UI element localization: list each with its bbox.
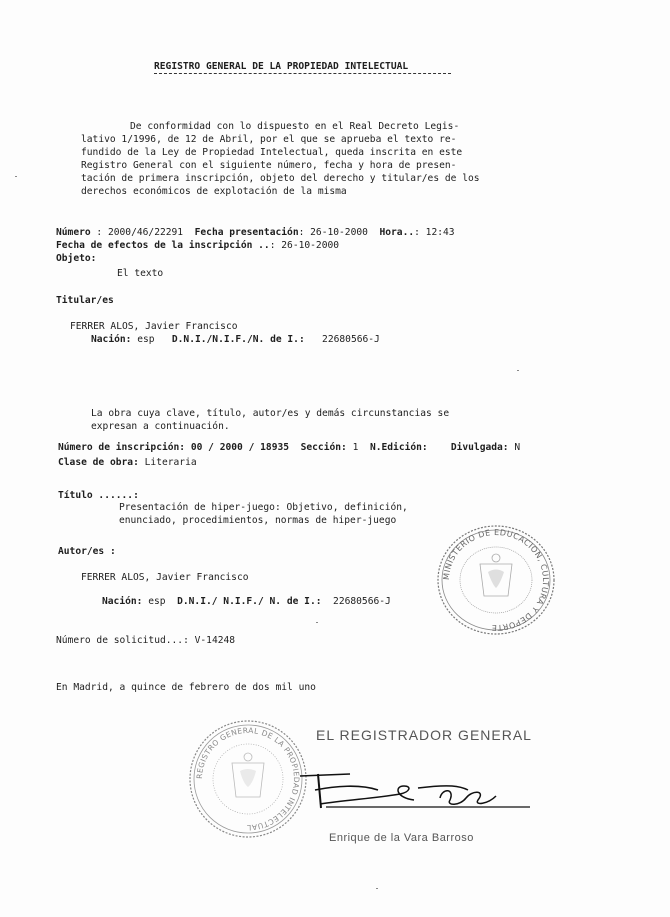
intro-line: De conformidad con lo dispuesto en el Real Decreto Legis- (130, 121, 460, 132)
ministry-seal (432, 522, 560, 638)
registrar-name: Enrique de la Vara Barroso (329, 832, 474, 844)
autor-name: FERRER ALOS, Javier Francisco (81, 572, 249, 583)
titulares-label: Titular/es (56, 295, 114, 306)
intro-line: fundido de la Ley de Propiedad Intelectual, queda inscrita en este (81, 147, 463, 158)
numero-value: : 2000/46/22291 (90, 227, 195, 238)
inscripcion-label: Número de inscripción: 00 / 2000 / 18935 (58, 442, 290, 453)
titulo-line: Presentación de hiper-juego: Objetivo, definición, (119, 502, 408, 513)
fecha-value: : 26-10-2000 (298, 227, 380, 238)
registrar-title: EL REGISTRADOR GENERAL (316, 727, 532, 743)
document-title: REGISTRO GENERAL DE LA PROPIEDAD INTELECTUAL (154, 61, 409, 72)
solicitud-line: Número de solicitud...: V-14248 (56, 635, 236, 646)
fecha-label: Fecha presentación (194, 227, 299, 238)
edicion-label: N.Edición: (369, 442, 428, 453)
nacion-value: esp (131, 334, 172, 345)
hora-label: Hora.. (379, 227, 415, 238)
intro-line: Registro General con el siguiente número, fecha y hora de presen- (81, 160, 457, 171)
titulo-line: enunciado, procedimientos, normas de hiper-juego (119, 515, 397, 526)
dni-label: D.N.I./N.I.F./N. de I.: (171, 334, 305, 345)
dni-value: 22680566-J (304, 334, 380, 345)
svg-text:REGISTRO GENERAL DE LA PROPIED: REGISTRO GENERAL DE LA PROPIEDAD INTELECTUAL (194, 725, 302, 833)
autor-dni-label: D.N.I./ N.I.F./ N. de I.: (177, 596, 322, 607)
divulgada-label: Divulgada: (450, 442, 509, 453)
intro-line: lativo 1/1996, de 12 de Abril, por el que se aprueba el texto re- (81, 134, 457, 145)
efectos-value: : 26-10-2000 (269, 240, 340, 251)
autor-nacion-label: Nación: (102, 596, 143, 607)
scan-speck (15, 176, 17, 177)
nacion-label: Nación: (91, 334, 132, 345)
seccion-label: Sección: (300, 442, 347, 453)
obra-intro-line: expresan a continuación. (91, 421, 230, 432)
autor-label: Autor/es : (58, 546, 116, 557)
numero-label: Número (56, 227, 91, 238)
scan-speck (376, 888, 378, 889)
place-date-line: En Madrid, a quince de febrero de dos mil uno (56, 682, 316, 693)
autor-id-line (102, 596, 391, 608)
inscripcion-line (58, 442, 520, 454)
intro-line: derechos económicos de explotación de la misma (81, 186, 347, 197)
seccion-value: 1 (346, 442, 370, 453)
hora-value: : 12:43 (414, 227, 455, 238)
divulgada-value: N (508, 442, 521, 453)
intro-line: tación de primera inscripción, objeto del derecho y titular/es de los (81, 173, 480, 184)
clase-label: Clase de obra: (58, 457, 139, 468)
scan-speck (517, 370, 519, 371)
objeto-label: Objeto: (56, 253, 97, 264)
autor-dni-value: 22680566-J (321, 596, 391, 607)
autor-nacion-value: esp (142, 596, 178, 607)
title-underline (154, 73, 451, 74)
titular-name: FERRER ALOS, Javier Francisco (70, 321, 238, 332)
clase-line (58, 457, 197, 469)
signature (290, 760, 540, 820)
obra-intro-line: La obra cuya clave, título, autor/es y demás circunstancias se (91, 408, 450, 419)
efectos-line (56, 240, 339, 252)
clase-value: Literaria (138, 457, 197, 468)
efectos-label: Fecha de efectos de la inscripción .. (56, 240, 270, 251)
titular-id-line (91, 334, 380, 346)
svg-text:MINISTERIO DE EDUCACION, CULTU: MINISTERIO DE EDUCACION, CULTURA Y DEPORTE (441, 527, 551, 633)
objeto-value: El texto (117, 268, 164, 279)
registration-line (56, 227, 455, 239)
scan-speck (316, 622, 318, 623)
titulo-label: Título ......: (58, 490, 139, 501)
